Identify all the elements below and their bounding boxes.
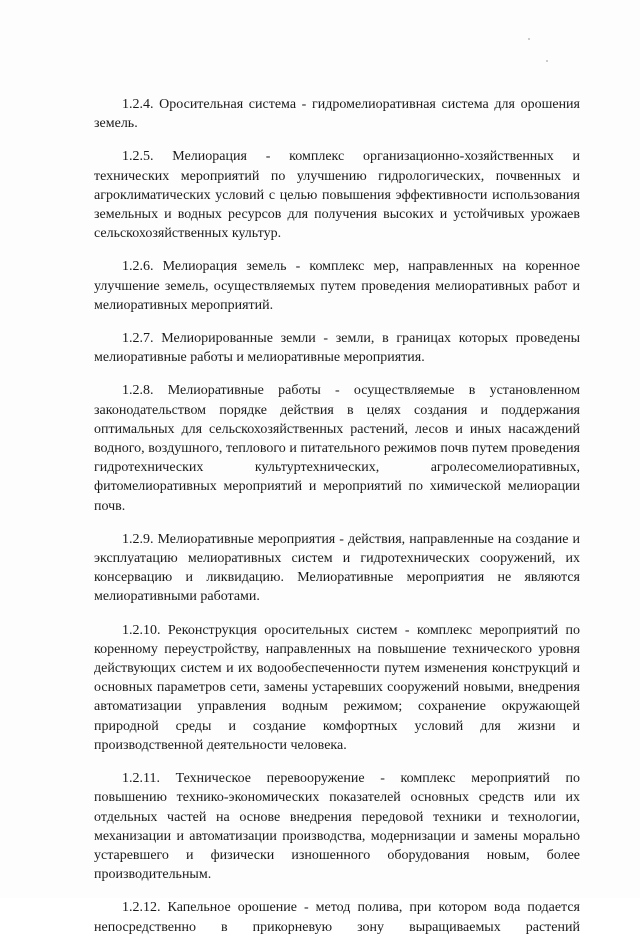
paragraph-1-2-5: 1.2.5. Мелиорация - комплекс организационно-хозяйственных и технических мероприятий по улучшению гидрологических, почвенных и агроклиматических условий с целью повышения эффективности использования земельных и водных ресурсов для получения высоких и устойчивых урожаев сельскохозяйственных культур. <box>94 149 580 242</box>
paragraph-1-2-10: 1.2.10. Реконструкция оросительных систем - комплекс мероприятий по коренному переустройству, направленных на повышение технического уровня действующих систем и их водообеспеченности путем изменения конструкций и основных параметров сети, замены устаревших сооружений новыми, внедрения автоматизации управления водным режимом; сохранение окружающей природной среды и создание комфортных условий для жизни и производственной деятельности человека. <box>94 622 580 753</box>
paragraph-1-2-9: 1.2.9. Мелиоративные мероприятия - действия, направленные на создание и эксплуатацию мелиоративных систем и гидротехнических сооружений, их консервацию и ликвидацию. Мелиоративные мероприятия не являются мелиоративными работами. <box>94 531 580 605</box>
scan-speck <box>528 38 530 40</box>
paragraph-1-2-6: 1.2.6. Мелиорация земель - комплекс мер, направленных на коренное улучшение земель, осуществляемых путем проведения мелиоративных работ и мелиоративных мероприятий. <box>94 259 580 313</box>
paragraph-1-2-12: 1.2.12. Капельное орошение - метод полива, при котором вода подается непосредственно в прикорневую зону выращиваемых растений <box>94 900 580 935</box>
scan-speck <box>546 60 548 62</box>
paragraph-1-2-4: 1.2.4. Оросительная система - гидромелиоративная система для орошения земель. <box>94 97 580 132</box>
paragraph-1-2-11: 1.2.11. Техническое перевооружение - комплекс мероприятий по повышению технико-экономических показателей основных средств или их отдельных частей на основе внедрения передовой техники и технологии, механизации и автоматизации производства, модернизации и замены морально устаревшего и физически изношенного оборудования новым, более производительным. <box>94 771 580 883</box>
paragraph-1-2-8: 1.2.8. Мелиоративные работы - осуществляемые в установленном законодательством порядке действия в целях создания и поддержания оптимальных для сельскохозяйственных растений, лесов и иных насаждений водного, воздушного, теплового и питательного режимов почв путем проведения гидротехнических культуртехнических, агролесомелиоративных, фитомелиоративных мероприятий и мероприятий по химической мелиорации почв. <box>94 383 580 514</box>
document-body <box>94 95 580 951</box>
paragraph-1-2-7: 1.2.7. Мелиорированные земли - земли, в границах которых проведены мелиоративные работы и мелиоративные мероприятия. <box>94 331 580 366</box>
